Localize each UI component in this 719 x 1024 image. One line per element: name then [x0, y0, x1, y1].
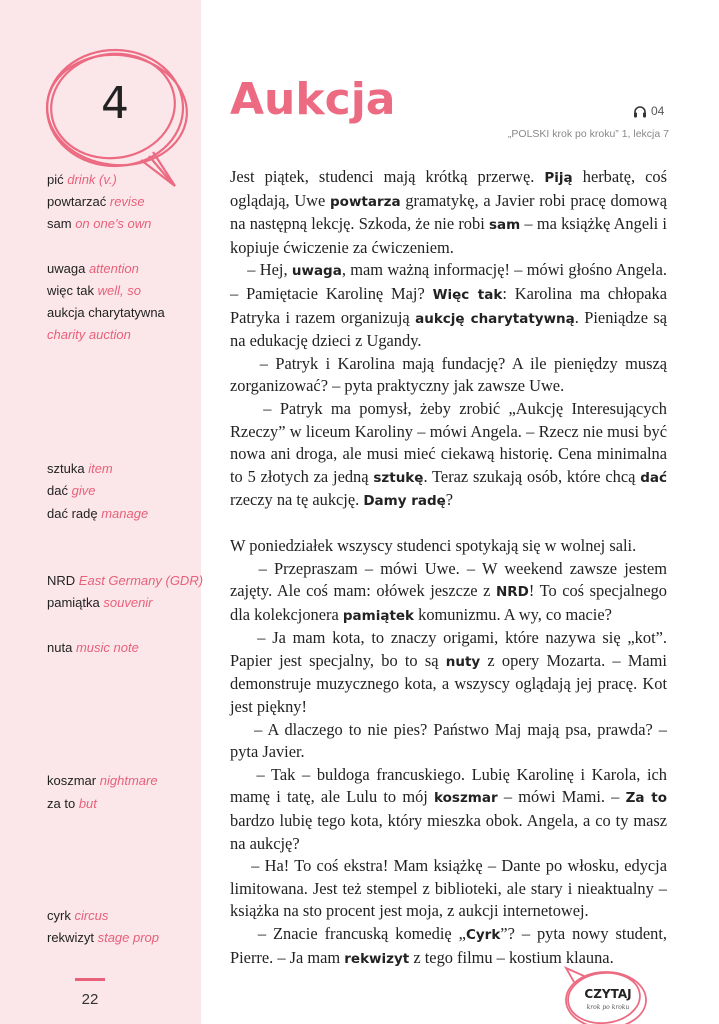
paragraph: Jest piątek, studenci mają krótką przerwę. Piją herbatę, coś oglądają, Uwe powtarza gramatykę, a Javier robi pracę domową na następną lekcję. Szkoda, że nie robi sam – ma książkę Angeli i kopiuje ćwiczenie za ćwiczeniem.	[230, 167, 667, 257]
story-text	[230, 166, 667, 970]
glossary-item: za to but	[47, 796, 97, 811]
paragraph: – A dlaczego to nie pies? Państwo Maj mają psa, prawda? – pyta Javier.	[230, 719, 667, 762]
glossary-item: NRD East Germany (GDR)	[47, 573, 204, 588]
glossary-item: powtarzać revise	[47, 194, 145, 209]
glossary-item: więc tak well, so	[47, 283, 141, 298]
glossary-item: pamiątka souvenir	[47, 595, 153, 610]
glossary-item: rekwizyt stage prop	[47, 930, 160, 945]
page-title: Aukcja	[230, 74, 396, 125]
glossary-item: nuta music note	[47, 640, 139, 655]
headphones-icon	[633, 105, 647, 118]
glossary-item: sam on one's own	[47, 216, 152, 231]
paragraph: W poniedziałek wszyscy studenci spotykają się w wolnej sali.	[230, 535, 637, 555]
glossary-item: charity auction	[47, 327, 131, 342]
glossary-item: aukcja charytatywna	[47, 305, 165, 320]
paragraph: – Tak – buldoga francuskiego. Lubię Karolinę i Karola, ich mamę i tatę, ale Lulu to mój koszmar – mówi Mami. – Za to bardzo lubię tego kota, który mieszka obok. Angela, a co ty masz na aukcję?	[230, 764, 667, 853]
source-reference: „POLSKI krok po kroku” 1, lekcja 7	[507, 128, 669, 140]
paragraph: – Przepraszam – mówi Uwe. – W weekend zawsze jestem zajęty. Ale coś mam: ołówek jeszcze z NRD! To coś specjalnego dla kolekcjonera pamiątek komunizmu. A wy, co macie?	[230, 558, 667, 624]
paragraph: – Patryk ma pomysł, żeby zrobić „Aukcję Interesujących Rzeczy” w liceum Karoliny – mówi Angela. – Rzecz nie musi być nowa ani droga, ale musi mieć ciekawą historię. Cena minimalna to 5 złotych za jedną sztukę. Teraz szukają osób, które chcą dać rzeczy na tę aukcję. Damy radę?	[230, 398, 667, 510]
glossary-item: cyrk circus	[47, 908, 109, 923]
paragraph: – Ha! To coś ekstra! Mam książkę – Dante po włosku, edycja limitowana. Jest też stempel z biblioteki, ale stary i nieaktualny – książka na sto procent jest moja, z aukcji internetowej.	[230, 856, 667, 921]
paragraph: – Ja mam kota, to znaczy origami, które nazywa się „kot”. Papier jest specjalny, bo to są nuty z opery Mozarta. – Mami demonstruje muzycznego kota, a wszyscy oglądają jej pracę. Kot jest piękny!	[230, 628, 667, 717]
glossary-item: koszmar nightmare	[47, 773, 158, 788]
logo-subtext: krok po kroku	[586, 1004, 630, 1011]
glossary-item: pić drink (v.)	[47, 172, 117, 187]
page-number-bar	[75, 978, 105, 981]
paragraph: – Patryk i Karolina mają fundację? A ile pieniędzy muszą zorganizować? – pyta praktyczny jak zawsze Uwe.	[230, 353, 668, 396]
paragraph: – Hej, uwaga, mam ważną informację! – mówi głośno Angela. – Pamiętacie Karolinę Maj? Więc tak: Karolina ma chłopaka Patryka i razem organizują aukcję charytatywną. Pieniądze są na edukację dzieci z Ugandy.	[230, 260, 668, 351]
audio-track	[633, 104, 664, 118]
glossary-item: dać radę manage	[47, 506, 149, 521]
glossary-item: uwaga attention	[47, 261, 139, 276]
audio-track-number: 04	[651, 104, 665, 118]
glossary-item: sztuka item	[47, 461, 113, 476]
lesson-number: 4	[101, 78, 129, 129]
paragraph: – Znacie francuską komedię „Cyrk”? – pyta nowy student, Pierre. – Ja mam rekwizyt z tego filmu – kostium klauna.	[230, 924, 667, 967]
glossary-item: dać give	[47, 483, 96, 498]
page-number: 22	[81, 991, 99, 1008]
logo-text: CZYTAJ	[584, 987, 632, 1001]
